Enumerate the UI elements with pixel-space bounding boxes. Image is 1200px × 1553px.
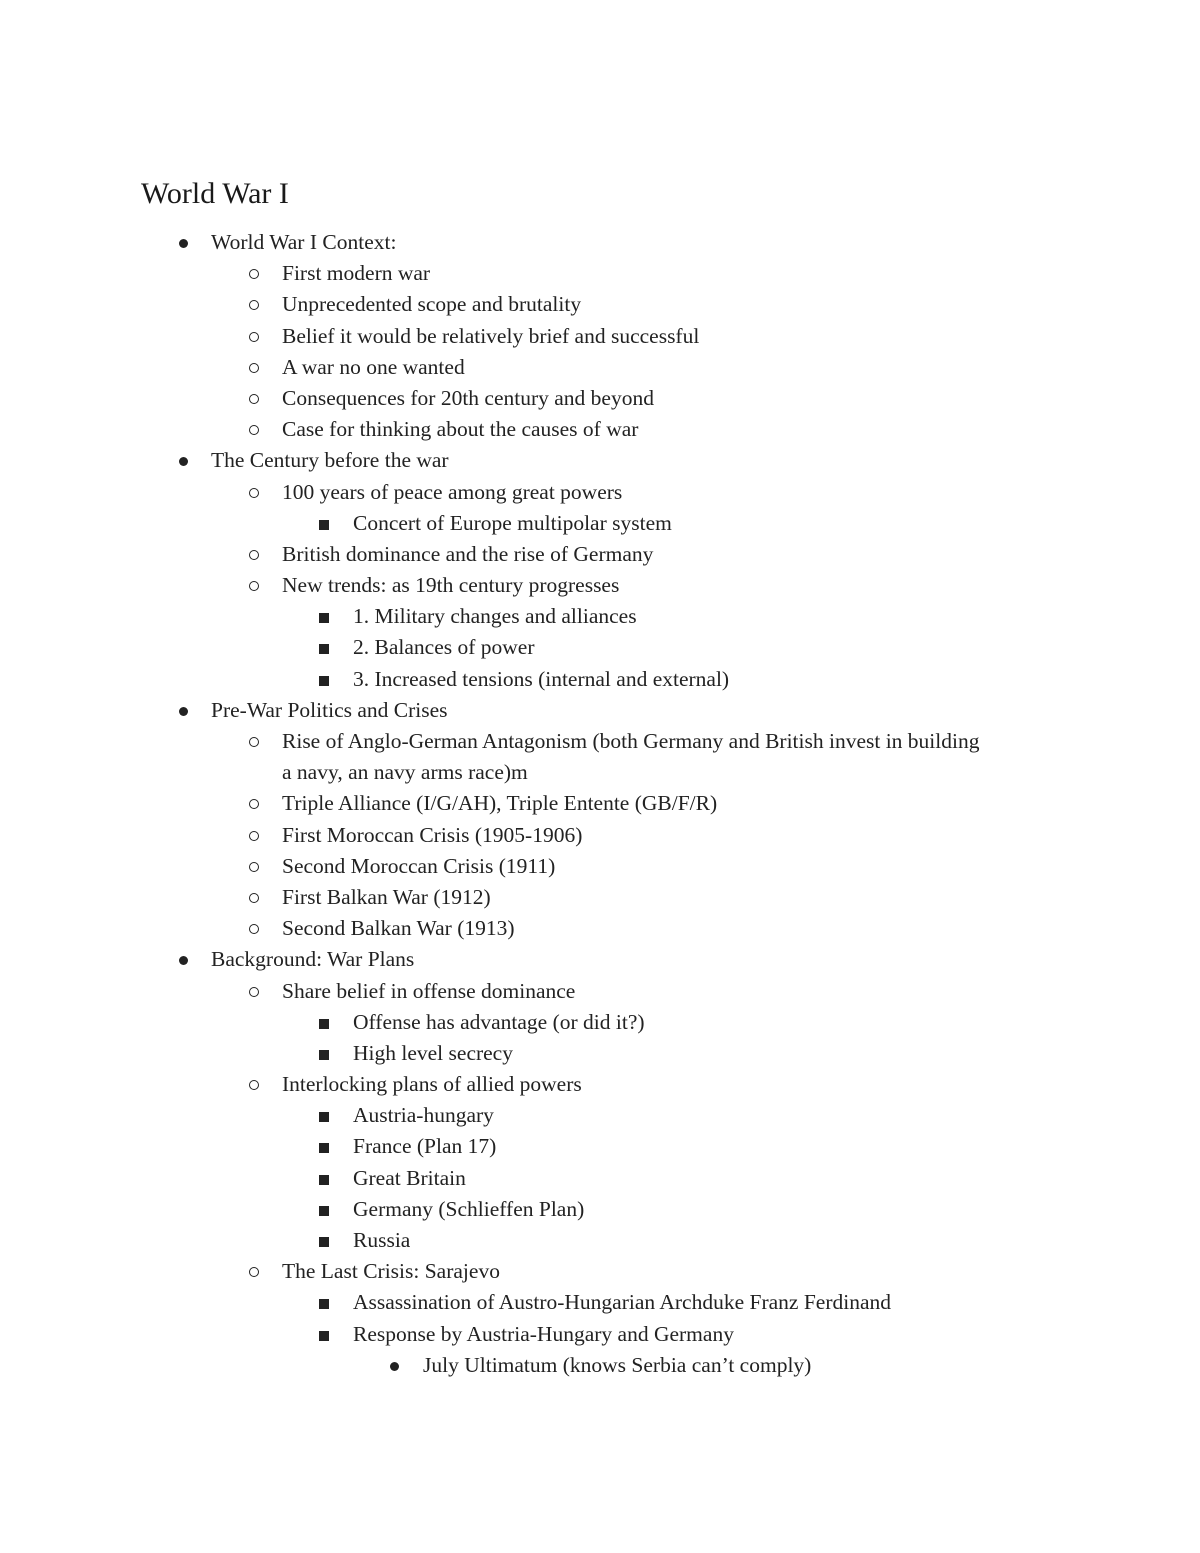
outline-item-text: Second Balkan War (1913) — [282, 916, 515, 941]
circle-bullet-icon — [249, 1069, 269, 1100]
disc-bullet-icon — [179, 227, 199, 258]
circle-bullet-icon — [249, 321, 269, 352]
circle-bullet-icon — [249, 1256, 269, 1287]
outline-item — [0, 1319, 1200, 1350]
circle-bullet-icon — [249, 851, 269, 882]
outline-item-text: Share belief in offense dominance — [282, 978, 576, 1003]
square-bullet-icon — [319, 508, 339, 539]
outline-item — [0, 1069, 1200, 1100]
disc-bullet-icon — [179, 944, 199, 975]
circle-bullet-icon — [249, 726, 269, 757]
outline-item — [0, 726, 1200, 757]
outline-item-text: Germany (Schlieffen Plan) — [353, 1196, 585, 1221]
square-bullet-icon — [319, 1194, 339, 1225]
outline-item — [0, 820, 1200, 851]
outline-item — [0, 664, 1200, 695]
outline-item-text: Triple Alliance (I/G/AH), Triple Entente (GB/F/R) — [282, 791, 718, 816]
circle-bullet-icon — [249, 788, 269, 819]
outline-item-text: France (Plan 17) — [353, 1134, 497, 1159]
outline-item-text: New trends: as 19th century progresses — [282, 573, 620, 598]
outline-item-text: Unprecedented scope and brutality — [282, 292, 582, 317]
outline-item — [0, 601, 1200, 632]
outline-item — [0, 851, 1200, 882]
outline-item — [0, 1007, 1200, 1038]
outline-item-text: Case for thinking about the causes of war — [282, 417, 639, 442]
disc-bullet-icon — [390, 1350, 410, 1381]
square-bullet-icon — [319, 664, 339, 695]
outline-item — [0, 1131, 1200, 1162]
circle-bullet-icon — [249, 352, 269, 383]
outline-item — [0, 1350, 1200, 1381]
outline-item-text: The Last Crisis: Sarajevo — [282, 1259, 500, 1284]
outline-item-text: First Balkan War (1912) — [282, 884, 491, 909]
outline-item — [0, 632, 1200, 663]
outline-item — [0, 882, 1200, 913]
square-bullet-icon — [319, 1225, 339, 1256]
outline-item-text: The Century before the war — [211, 448, 449, 473]
outline-item-text: Offense has advantage (or did it?) — [353, 1009, 645, 1034]
outline-item-text: Rise of Anglo-German Antagonism (both Germany and British invest in building — [282, 729, 980, 753]
circle-bullet-icon — [249, 477, 269, 508]
outline-item-text: Belief it would be relatively brief and successful — [282, 323, 700, 348]
outline-item — [0, 1256, 1200, 1287]
outline-item-text: 100 years of peace among great powers — [282, 479, 623, 504]
outline-item-text: 3. Increased tensions (internal and external) — [353, 666, 730, 691]
square-bullet-icon — [319, 1100, 339, 1131]
circle-bullet-icon — [249, 258, 269, 289]
outline-item — [0, 695, 1200, 726]
outline-item — [0, 570, 1200, 601]
outline-item — [0, 1287, 1200, 1318]
outline-item — [0, 1225, 1200, 1256]
outline-item — [0, 1163, 1200, 1194]
square-bullet-icon — [319, 601, 339, 632]
outline-item — [0, 539, 1200, 570]
outline-item — [0, 1100, 1200, 1131]
outline-item — [0, 976, 1200, 1007]
outline-item-text: Response by Austria-Hungary and Germany — [353, 1321, 734, 1346]
outline-item — [0, 913, 1200, 944]
outline-item-text: Consequences for 20th century and beyond — [282, 385, 654, 410]
disc-bullet-icon — [179, 445, 199, 476]
outline-item-text: First Moroccan Crisis (1905-1906) — [282, 822, 583, 847]
outline-item — [0, 944, 1200, 975]
circle-bullet-icon — [249, 570, 269, 601]
circle-bullet-icon — [249, 289, 269, 320]
outline-item — [0, 414, 1200, 445]
square-bullet-icon — [319, 1319, 339, 1350]
outline-item-continuation-text: a navy, an navy arms race)m — [282, 760, 528, 785]
outline-item — [0, 508, 1200, 539]
square-bullet-icon — [319, 1163, 339, 1194]
square-bullet-icon — [319, 1007, 339, 1038]
circle-bullet-icon — [249, 539, 269, 570]
outline-item — [0, 788, 1200, 819]
document-title: World War I — [141, 177, 289, 210]
outline-item — [0, 1194, 1200, 1225]
outline-item-text: British dominance and the rise of Germany — [282, 541, 654, 566]
outline-item-text: 1. Military changes and alliances — [353, 604, 637, 629]
circle-bullet-icon — [249, 414, 269, 445]
outline-item-text: World War I Context: — [211, 230, 397, 254]
outline-item-text: First modern war — [282, 261, 431, 286]
outline-item-text: High level secrecy — [353, 1040, 513, 1065]
outline-item — [0, 477, 1200, 508]
outline-item — [0, 1038, 1200, 1069]
outline-item — [0, 445, 1200, 476]
outline-item-text: Background: War Plans — [211, 947, 415, 972]
outline-item — [0, 258, 1200, 289]
circle-bullet-icon — [249, 976, 269, 1007]
outline-item-continuation — [0, 757, 1200, 788]
outline-item-text: Russia — [353, 1228, 411, 1252]
outline-item-text: 2. Balances of power — [353, 635, 535, 660]
outline-item — [0, 383, 1200, 414]
outline-item — [0, 227, 1200, 258]
circle-bullet-icon — [249, 882, 269, 913]
outline-item-text: Pre-War Politics and Crises — [211, 697, 448, 722]
square-bullet-icon — [319, 1131, 339, 1162]
outline-item-text: Austria-hungary — [353, 1103, 494, 1128]
outline-item-text: Assassination of Austro-Hungarian Archduke Franz Ferdinand — [353, 1290, 891, 1315]
circle-bullet-icon — [249, 913, 269, 944]
outline-item-text: Great Britain — [353, 1165, 466, 1190]
outline-item — [0, 352, 1200, 383]
square-bullet-icon — [319, 1038, 339, 1069]
outline-item-text: Second Moroccan Crisis (1911) — [282, 853, 556, 878]
outline-item — [0, 289, 1200, 320]
disc-bullet-icon — [179, 695, 199, 726]
outline-item — [0, 321, 1200, 352]
circle-bullet-icon — [249, 820, 269, 851]
square-bullet-icon — [319, 1287, 339, 1318]
outline-item-text: Concert of Europe multipolar system — [353, 510, 672, 535]
outline-item-text: A war no one wanted — [282, 354, 465, 379]
outline-item-text: Interlocking plans of allied powers — [282, 1072, 582, 1097]
circle-bullet-icon — [249, 383, 269, 414]
square-bullet-icon — [319, 632, 339, 663]
outline-item-text: July Ultimatum (knows Serbia can’t comply) — [423, 1352, 812, 1377]
notes-outline — [0, 227, 1200, 1381]
